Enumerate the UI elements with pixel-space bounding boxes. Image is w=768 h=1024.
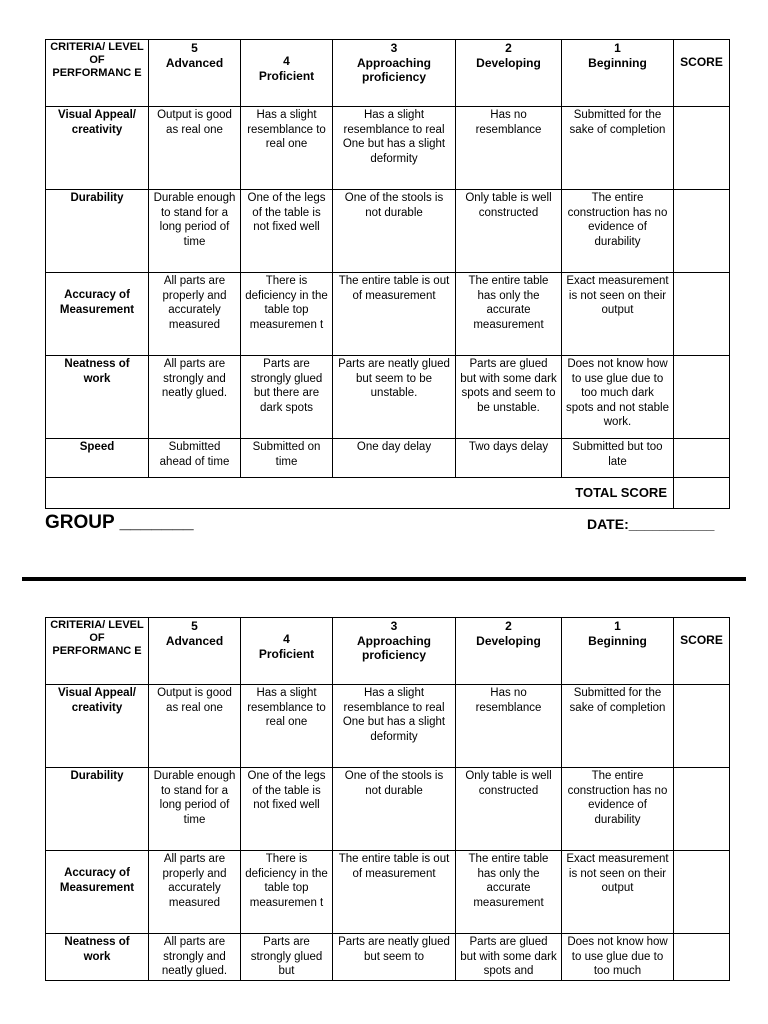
rubric-cell: Has a slight resemblance to real One but has a slight deformity xyxy=(333,685,456,768)
level-3-header xyxy=(333,40,456,107)
level-label: Advanced xyxy=(165,633,224,648)
rubric-cell: All parts are strongly and neatly glued. xyxy=(149,356,241,439)
rubric-cell: One day delay xyxy=(333,439,456,478)
criterion-cell: Visual Appeal/ creativity xyxy=(46,685,149,768)
criterion-cell: Accuracy of Measurement xyxy=(46,851,149,934)
table-row xyxy=(46,685,730,768)
rubric-cell: Does not know how to use glue due to too much xyxy=(562,934,674,981)
table-row xyxy=(46,273,730,356)
rubric-cell: The entire table is out of measurement xyxy=(333,851,456,934)
table-row xyxy=(46,439,730,478)
score-header: SCORE xyxy=(674,618,730,685)
level-5-header xyxy=(149,618,241,685)
score-cell[interactable] xyxy=(674,356,730,439)
level-1-header xyxy=(562,40,674,107)
score-cell[interactable] xyxy=(674,190,730,273)
rubric-cell: Output is good as real one xyxy=(149,685,241,768)
rubric-cell: The entire table is out of measurement xyxy=(333,273,456,356)
rubric-cell: Output is good as real one xyxy=(149,107,241,190)
rubric-cell: Parts are strongly glued but xyxy=(241,934,333,981)
rubric-cell: Durable enough to stand for a long period of time xyxy=(149,768,241,851)
rubric-cell: Two days delay xyxy=(456,439,562,478)
rubric-cell: Submitted on time xyxy=(241,439,333,478)
level-5-header xyxy=(149,40,241,107)
level-label: Beginning xyxy=(588,55,647,70)
table-row xyxy=(46,190,730,273)
header-row xyxy=(46,40,730,107)
level-2-header xyxy=(456,618,562,685)
level-label: Advanced xyxy=(165,55,224,70)
level-label: Beginning xyxy=(588,633,647,648)
score-cell[interactable] xyxy=(674,851,730,934)
level-number: 4 xyxy=(283,54,290,68)
score-cell[interactable] xyxy=(674,439,730,478)
score-cell[interactable] xyxy=(674,107,730,190)
rubric-cell: Parts are neatly glued but seem to xyxy=(333,934,456,981)
rubric-cell: Parts are neatly glued but seem to be unstable. xyxy=(333,356,456,439)
group-label: GROUP _______ xyxy=(45,512,194,533)
rubric-cell: Parts are glued but with some dark spots and seem to be unstable. xyxy=(456,356,562,439)
rubric-cell: Parts are glued but with some dark spots and xyxy=(456,934,562,981)
level-number: 3 xyxy=(390,619,398,633)
rubric-cell: Has a slight resemblance to real one xyxy=(241,107,333,190)
page-divider xyxy=(22,577,746,581)
level-number: 4 xyxy=(283,632,290,646)
rubric-cell: Only table is well constructed xyxy=(456,190,562,273)
table-row xyxy=(46,851,730,934)
level-label: Approaching proficiency xyxy=(357,633,431,663)
criterion-cell: Accuracy of Measurement xyxy=(46,273,149,356)
level-number: 2 xyxy=(505,41,512,55)
criterion-cell: Neatness of work xyxy=(46,934,149,981)
criterion-cell: Speed xyxy=(46,439,149,478)
level-number: 1 xyxy=(614,619,621,633)
criterion-cell: Durability xyxy=(46,768,149,851)
score-cell[interactable] xyxy=(674,685,730,768)
rubric-cell: Submitted for the sake of completion xyxy=(562,107,674,190)
rubric-cell: Does not know how to use glue due to too much dark spots and not stable work. xyxy=(562,356,674,439)
rubric-cell: The entire construction has no evidence of durability xyxy=(562,768,674,851)
criteria-header: CRITERIA/ LEVEL OF PERFORMANC E xyxy=(46,40,149,107)
rubric-cell: Submitted ahead of time xyxy=(149,439,241,478)
total-score-label: TOTAL SCORE xyxy=(46,478,674,509)
rubric-cell: One of the legs of the table is not fixed well xyxy=(241,768,333,851)
level-number: 5 xyxy=(191,619,198,633)
rubric-cell: Durable enough to stand for a long period of time xyxy=(149,190,241,273)
rubric-cell: The entire construction has no evidence of durability xyxy=(562,190,674,273)
criteria-header: CRITERIA/ LEVEL OF PERFORMANC E xyxy=(46,618,149,685)
rubric-cell: Has a slight resemblance to real One but has a slight deformity xyxy=(333,107,456,190)
level-label: Developing xyxy=(476,633,541,648)
header-row xyxy=(46,618,730,685)
rubric-table-1 xyxy=(45,39,730,509)
rubric-cell: One of the stools is not durable xyxy=(333,768,456,851)
level-number: 1 xyxy=(614,41,621,55)
rubric-cell: There is deficiency in the table top measuremen t xyxy=(241,273,333,356)
level-number: 5 xyxy=(191,41,198,55)
criterion-cell: Durability xyxy=(46,190,149,273)
rubric-cell: Submitted for the sake of completion xyxy=(562,685,674,768)
rubric-cell: Has no resemblance xyxy=(456,107,562,190)
rubric-cell: Parts are strongly glued but there are dark spots xyxy=(241,356,333,439)
rubric-cell: One of the stools is not durable xyxy=(333,190,456,273)
rubric-cell: Has a slight resemblance to real one xyxy=(241,685,333,768)
date-label: DATE:___________ xyxy=(587,516,715,532)
rubric-cell: All parts are properly and accurately measured xyxy=(149,851,241,934)
rubric-cell: There is deficiency in the table top measuremen t xyxy=(241,851,333,934)
level-label: Approaching proficiency xyxy=(357,55,431,85)
rubric-cell: All parts are strongly and neatly glued. xyxy=(149,934,241,981)
rubric-cell: Exact measurement is not seen on their output xyxy=(562,851,674,934)
rubric-cell: All parts are properly and accurately measured xyxy=(149,273,241,356)
table-row xyxy=(46,934,730,981)
rubric-cell: The entire table has only the accurate measurement xyxy=(456,851,562,934)
table-row xyxy=(46,356,730,439)
level-label: Proficient xyxy=(258,646,315,661)
score-cell[interactable] xyxy=(674,934,730,981)
level-number: 2 xyxy=(505,619,512,633)
score-cell[interactable] xyxy=(674,768,730,851)
level-4-header xyxy=(241,618,333,685)
criterion-cell: Neatness of work xyxy=(46,356,149,439)
criterion-cell: Visual Appeal/ creativity xyxy=(46,107,149,190)
rubric-table-2 xyxy=(45,617,730,981)
level-label: Proficient xyxy=(258,68,315,83)
rubric-cell: Only table is well constructed xyxy=(456,768,562,851)
table-row xyxy=(46,107,730,190)
rubric-cell: Has no resemblance xyxy=(456,685,562,768)
level-4-header xyxy=(241,40,333,107)
rubric-cell: One of the legs of the table is not fixed well xyxy=(241,190,333,273)
level-3-header xyxy=(333,618,456,685)
rubric-cell: The entire table has only the accurate measurement xyxy=(456,273,562,356)
level-2-header xyxy=(456,40,562,107)
score-cell[interactable] xyxy=(674,273,730,356)
total-row xyxy=(46,478,730,509)
rubric-cell: Exact measurement is not seen on their output xyxy=(562,273,674,356)
rubric-cell: Submitted but too late xyxy=(562,439,674,478)
level-number: 3 xyxy=(390,41,398,55)
level-label: Developing xyxy=(476,55,541,70)
score-header: SCORE xyxy=(674,40,730,107)
table-row xyxy=(46,768,730,851)
total-score-cell[interactable] xyxy=(674,478,730,509)
level-1-header xyxy=(562,618,674,685)
